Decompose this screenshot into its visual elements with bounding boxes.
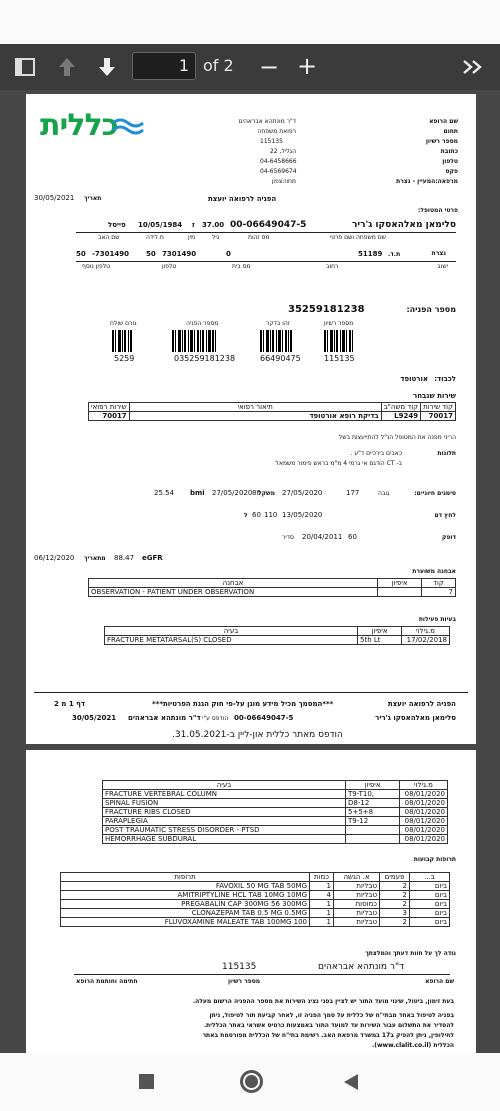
phone-label: טלפון — [442, 158, 458, 165]
table-row — [89, 412, 456, 421]
table-cell: 3 — [380, 909, 410, 918]
services-label: שירות שנבחר — [413, 392, 456, 400]
home-icon[interactable] — [240, 1070, 263, 1093]
barcode-sender — [112, 330, 132, 352]
notice-line-5: הכללית (www.clalit.co.il). — [371, 1042, 454, 1049]
referral-number-label: מספר הפניה: — [406, 305, 456, 314]
specialty-label: תחום — [443, 128, 458, 135]
meds-table — [60, 872, 450, 927]
table-cell: 4 — [310, 891, 334, 900]
bp-systolic: 110 — [264, 511, 278, 519]
table-header: בעיה — [105, 627, 358, 636]
table-header: איפיון — [358, 627, 402, 636]
id-caption: מס זהות — [248, 234, 270, 241]
phone2-prefix: 50 — [76, 250, 86, 258]
birth-caption: ת.לידה — [146, 234, 164, 241]
license-label: מספר רשיון — [425, 138, 458, 145]
signature-line — [74, 974, 450, 975]
table-cell: 2 — [380, 900, 410, 909]
to-value: אורטופד — [400, 375, 428, 383]
table-row — [103, 826, 448, 835]
pulse-date: 20/04/2011 — [302, 533, 343, 541]
egfr-value: 88.47 — [114, 554, 135, 562]
street-caption: רחוב — [326, 263, 339, 270]
barcode-value-license: 115135 — [324, 354, 355, 363]
patient-street: 51189 — [358, 250, 383, 258]
barcode-value-check: 66490475 — [260, 354, 301, 363]
previous-page-icon[interactable] — [52, 52, 82, 82]
table-cell: 08/01/2020 — [400, 826, 448, 835]
bmi-label: bmi — [190, 489, 205, 497]
sign-doctor-name: ד"ר מונתהא אבראהים — [317, 962, 404, 972]
footer-doctor: ד"ר מונתהא אבראהים — [128, 714, 201, 722]
table-header-row — [89, 403, 456, 412]
patient-phone2: -7301490 — [92, 250, 129, 258]
clalit-logo: כללית — [40, 108, 118, 143]
table-cell: ביום — [410, 918, 450, 927]
doctor-name-label: שם הרופא — [429, 118, 458, 125]
document-viewer[interactable] — [0, 90, 500, 1053]
specialty-value: רפואת משפחה — [257, 128, 296, 135]
table-row — [89, 588, 456, 597]
table-header: איפיון — [378, 579, 422, 588]
barcode-caption-license: מספר רשיון — [324, 320, 354, 327]
back-icon[interactable] — [343, 1073, 359, 1091]
table-header: קוד — [422, 579, 456, 588]
bp-label: לחץ דם — [434, 512, 456, 519]
table-header: פעמים — [380, 873, 410, 882]
table-cell: 08/01/2020 — [400, 835, 448, 844]
clalit-logo-icon — [110, 115, 146, 141]
table-cell: FRACTURE METATARSAL(S) CLOSED — [105, 636, 358, 645]
table-cell: ביום — [410, 909, 450, 918]
to-label: לכבוד: — [434, 375, 456, 383]
patient-house: 0 — [226, 250, 231, 258]
egfr-date: 06/12/2020 — [34, 554, 75, 562]
phone-prefix: 50 — [146, 250, 156, 258]
footer-doc-title: הפניה לרפואה יועצת — [387, 700, 456, 708]
patient-birth: 10/05/1984 — [138, 221, 183, 229]
sidebar-toggle-icon[interactable] — [10, 52, 40, 82]
table-cell: ביום — [410, 891, 450, 900]
footer-page-number: דף 1 מ 2 — [54, 700, 85, 708]
active-problems-table — [104, 626, 450, 645]
bp-diastolic: 60 — [252, 511, 261, 519]
egfr-label: eGFR — [142, 554, 163, 562]
page-number-input[interactable]: 1 — [132, 52, 196, 80]
address-underline — [76, 261, 456, 262]
doc-date: 30/05/2021 — [34, 194, 75, 202]
doc-date-label: תאריך — [84, 195, 102, 202]
table-cell: טבליות — [334, 918, 380, 927]
barcode-value-referral: 035259181238 — [174, 354, 236, 363]
table-cell: 08/01/2020 — [400, 790, 448, 799]
table-cell: T9-12 — [346, 817, 400, 826]
table-cell: POST TRAUMATIC STRESS DISORDER - PTSD — [103, 826, 346, 835]
pulse-label: דופק — [442, 534, 456, 541]
table-header: תרופות — [61, 873, 310, 882]
table-header-row — [103, 781, 448, 790]
height-value: 177 — [346, 489, 360, 497]
table-cell: L9249 — [381, 412, 420, 421]
referral-reason: הריני מפנה את המטופל הנ"ל להתייעצות בשל — [338, 434, 456, 441]
bmi-value: 25.54 — [154, 489, 175, 497]
complaints-line-1: כאבים בירכיים ד"ע . — [350, 450, 402, 457]
footer-privacy-notice: ***המסמך מכיל מידע מוגן על-פי חוק הגנת הפרטיות*** — [152, 700, 334, 708]
zoom-in-button[interactable]: + — [296, 52, 318, 80]
city-caption: ישוב — [437, 263, 448, 270]
diagnosis-label: אבחנה משוערת — [412, 568, 456, 575]
barcode-value-sender: 5259 — [114, 354, 135, 363]
footer-patient-name: סלימאן מאלהאסקו ג'ריר — [375, 714, 456, 722]
services-table — [88, 402, 456, 421]
table-header: שירות רפואי — [89, 403, 130, 412]
notice-line-3: להסדיר את התשלום עבור השירות עד למועד התור באמצעות כרטיס אשראי באתר הכללית. — [203, 1022, 454, 1029]
pdf-toolbar — [0, 44, 500, 90]
table-cell: PARAPLEGIA — [103, 817, 346, 826]
egfr-date-label: מתאריך — [84, 555, 106, 562]
table-header: א. הגשה — [334, 873, 380, 882]
table-cell: טבליות — [334, 891, 380, 900]
table-header: מ.גילוי — [402, 627, 450, 636]
height-label: גובה — [378, 490, 390, 497]
more-tools-icon[interactable] — [458, 52, 488, 82]
table-header: איפיון — [346, 781, 400, 790]
table-row — [103, 808, 448, 817]
table-cell: 1 — [310, 882, 334, 891]
diagnosis-table — [88, 578, 456, 597]
table-cell: 17/02/2018 — [402, 636, 450, 645]
fax-label: פקס — [445, 168, 458, 175]
table-row — [105, 636, 450, 645]
barcode-check — [260, 330, 292, 352]
barcode-caption-check: זהו בדקר — [266, 320, 290, 327]
table-cell: כמוסות — [334, 900, 380, 909]
table-cell: 2 — [380, 882, 410, 891]
patient-id: 00-06649047-5 — [230, 220, 307, 230]
weight-value: 80 — [252, 489, 261, 497]
footer-printed-by-label: הודפס ע"י — [202, 715, 229, 722]
table-cell: 1 — [310, 900, 334, 909]
table-row — [103, 790, 448, 799]
navigation-bar — [0, 1053, 500, 1111]
license-value: 115135 — [260, 138, 283, 145]
district-value: מחוז:צפון — [271, 178, 296, 185]
barcode-license — [324, 330, 353, 352]
weight-date: 27/05/2020 — [282, 489, 323, 497]
phone2-caption: טלפון נוסף — [82, 263, 110, 270]
table-cell: 70017 — [421, 412, 456, 421]
table-cell: ביום — [410, 900, 450, 909]
bp-diastolic-label: ל — [244, 512, 248, 519]
table-cell: 5+5+8 — [346, 808, 400, 817]
table-cell: PREGABALIN CAP 300MG 56 300MG — [61, 900, 310, 909]
table-row — [61, 900, 450, 909]
phone-value: 04-6458666 — [260, 158, 297, 165]
table-header: ב... — [410, 873, 450, 882]
status-bar — [0, 0, 500, 44]
active-problems-label: בעיות פעילות — [418, 616, 456, 623]
table-cell: FRACTURE VERTEBRAL COLUMN — [103, 790, 346, 799]
table-cell: 08/01/2020 — [400, 799, 448, 808]
notice-line-1: בעת זימון, ביטול, שינוי מועד התור יש לציין בפני נציג השירות את מספר ההפניה הרשום מעלה. — [192, 998, 454, 1005]
table-cell: 08/01/2020 — [400, 817, 448, 826]
house-caption: מס בית — [232, 263, 251, 270]
table-header: קוד שירות — [421, 403, 456, 412]
complaints-label: תלונות — [437, 450, 456, 457]
referral-number: 35259181238 — [288, 304, 365, 315]
barcode-caption-referral: מספר הפניה — [186, 320, 219, 327]
doctor-name-value: ד"ר מונתהא אבראהים — [238, 118, 296, 125]
barcode-caption-sender: גורם שולח — [110, 320, 137, 327]
table-cell: D8-12 — [346, 799, 400, 808]
table-header: אבחנה — [89, 579, 378, 588]
table-row — [103, 799, 448, 808]
table-row — [61, 882, 450, 891]
table-cell: 70017 — [89, 412, 130, 421]
table-header: בעיה — [103, 781, 346, 790]
table-header-row — [105, 627, 450, 636]
pulse-value: 60 — [348, 533, 357, 541]
doc-title: הפניה לרפואה יועצת — [208, 195, 277, 203]
vitals-label: סימנים חיוניים: — [414, 490, 456, 497]
table-row — [61, 891, 450, 900]
patient-sex: ז — [192, 221, 195, 229]
table-cell: HEMORRHAGE SUBDURAL — [103, 835, 346, 844]
table-cell: 5th Lt — [358, 636, 402, 645]
printed-online-note: הודפס מאתר כללית און-ליין ב-31.05.2021. — [172, 730, 343, 740]
complaints-line-2: ב- CT הודגם אי גרמי 4 מ"מ בראש פימור משמאל — [275, 460, 402, 467]
table-cell: 08/01/2020 — [400, 808, 448, 817]
next-page-icon[interactable] — [92, 52, 122, 82]
table-cell: CLONAZEPAM TAB 0.5 MG 0.5MG — [61, 909, 310, 918]
table-cell: FAVOXIL 50 MG TAB 50MG — [61, 882, 310, 891]
thanks-note: נודה לך על חוות דעתך והמלצתך — [365, 950, 456, 957]
fax-value: 04-6569674 — [260, 168, 297, 175]
table-cell — [346, 826, 400, 835]
pulse-rhythm-label: סדיר — [282, 534, 294, 541]
table-cell: 2 — [380, 918, 410, 927]
bp-date: 13/05/2020 — [282, 511, 323, 519]
table-cell: טבליות — [334, 909, 380, 918]
table-header-row — [89, 579, 456, 588]
barcode-referral — [172, 330, 216, 352]
patient-name: סלימאן מאלהאסקו ג'ריר — [352, 220, 456, 230]
table-cell: טבליות — [334, 882, 380, 891]
table-header: קוד משה"ב — [381, 403, 420, 412]
patient-details-label: פרטי המטופל: — [417, 207, 458, 214]
table-cell: 1 — [310, 909, 334, 918]
table-row — [61, 909, 450, 918]
table-cell — [346, 835, 400, 844]
name-caption: שם משפחה ושם פרטי — [329, 234, 386, 241]
table-cell: ביום — [410, 882, 450, 891]
bmi-date: 27/05/2020 — [212, 489, 253, 497]
table-cell: OBSERVATION - PATIENT UNDER OBSERVATION — [89, 588, 378, 597]
meds-label: תרופות קבועות — [413, 856, 456, 863]
table-cell: בדיקת רופא אורטופד — [129, 412, 381, 421]
table-cell: 7 — [422, 588, 456, 597]
table-row — [103, 817, 448, 826]
page-count-label: of 2 — [203, 56, 234, 75]
patient-phone: 7301490 — [162, 250, 197, 258]
patient-father: פייסל — [108, 221, 126, 229]
sign-license: 115135 — [222, 962, 257, 972]
table-cell: T9-T10, — [346, 790, 400, 799]
sex-caption: מין — [188, 234, 196, 241]
table-cell: SPINAL FUSION — [103, 799, 346, 808]
sign-doctor-caption: שם הרופא — [425, 978, 454, 985]
zoom-out-button[interactable]: − — [258, 53, 280, 81]
sign-stamp-caption: חתימה וחותמת הרופא — [76, 978, 138, 985]
table-cell — [378, 588, 422, 597]
table-cell: FRACTURE RIBS CLOSED — [103, 808, 346, 817]
address-label: כתובת — [440, 148, 458, 155]
pdf-page-1 — [26, 94, 476, 744]
table-header: מ.גילוי — [400, 781, 448, 790]
table-row — [61, 918, 450, 927]
table-cell: FLUVOXAMINE MALEATE TAB 100MG 100 — [61, 918, 310, 927]
table-cell: AMITRIPTYLINE HCL TAB 10MG 10MG — [61, 891, 310, 900]
age-caption: גיל — [212, 234, 220, 241]
notice-line-4: לחילופין, ניתן להפיק ב17 במשרד מרפאת האב. רשימת בתי"ח של הכללית מפורסמת באתר — [202, 1032, 454, 1039]
address-value: הגליל, 22 — [269, 148, 296, 155]
table-cell: 1 — [310, 918, 334, 927]
problems-table — [102, 780, 448, 844]
table-header-row — [61, 873, 450, 882]
table-row — [103, 835, 448, 844]
phone-caption: טלפון — [162, 263, 177, 270]
recents-icon[interactable] — [139, 1074, 154, 1089]
table-header: תיאור רפואי — [129, 403, 381, 412]
footer-divider — [34, 692, 468, 693]
notice-line-2: בפניה לטיפול באחד מבתי"ח של כללית על סמך הפניה זו, לאחר קביעת תור לטיפול, ניתן — [209, 1012, 454, 1019]
patient-city: נצרת — [431, 250, 446, 257]
table-header: כמות — [310, 873, 334, 882]
sign-license-caption: מספר רשיון — [228, 978, 261, 985]
father-caption: שם האב — [98, 234, 120, 241]
clinic-label: מרפאה:המעיין - נצרת — [396, 178, 458, 185]
patient-age: 37.00 — [202, 221, 225, 229]
weight-label: משקל — [258, 490, 275, 497]
footer-date: 30/05/2021 — [72, 714, 117, 722]
pdf-page-2 — [26, 750, 476, 1053]
table-cell: 2 — [380, 891, 410, 900]
footer-patient-id: 00-06649047-5 — [234, 714, 294, 722]
patient-underline — [76, 232, 456, 233]
street-label: ת.ד. — [388, 251, 401, 258]
